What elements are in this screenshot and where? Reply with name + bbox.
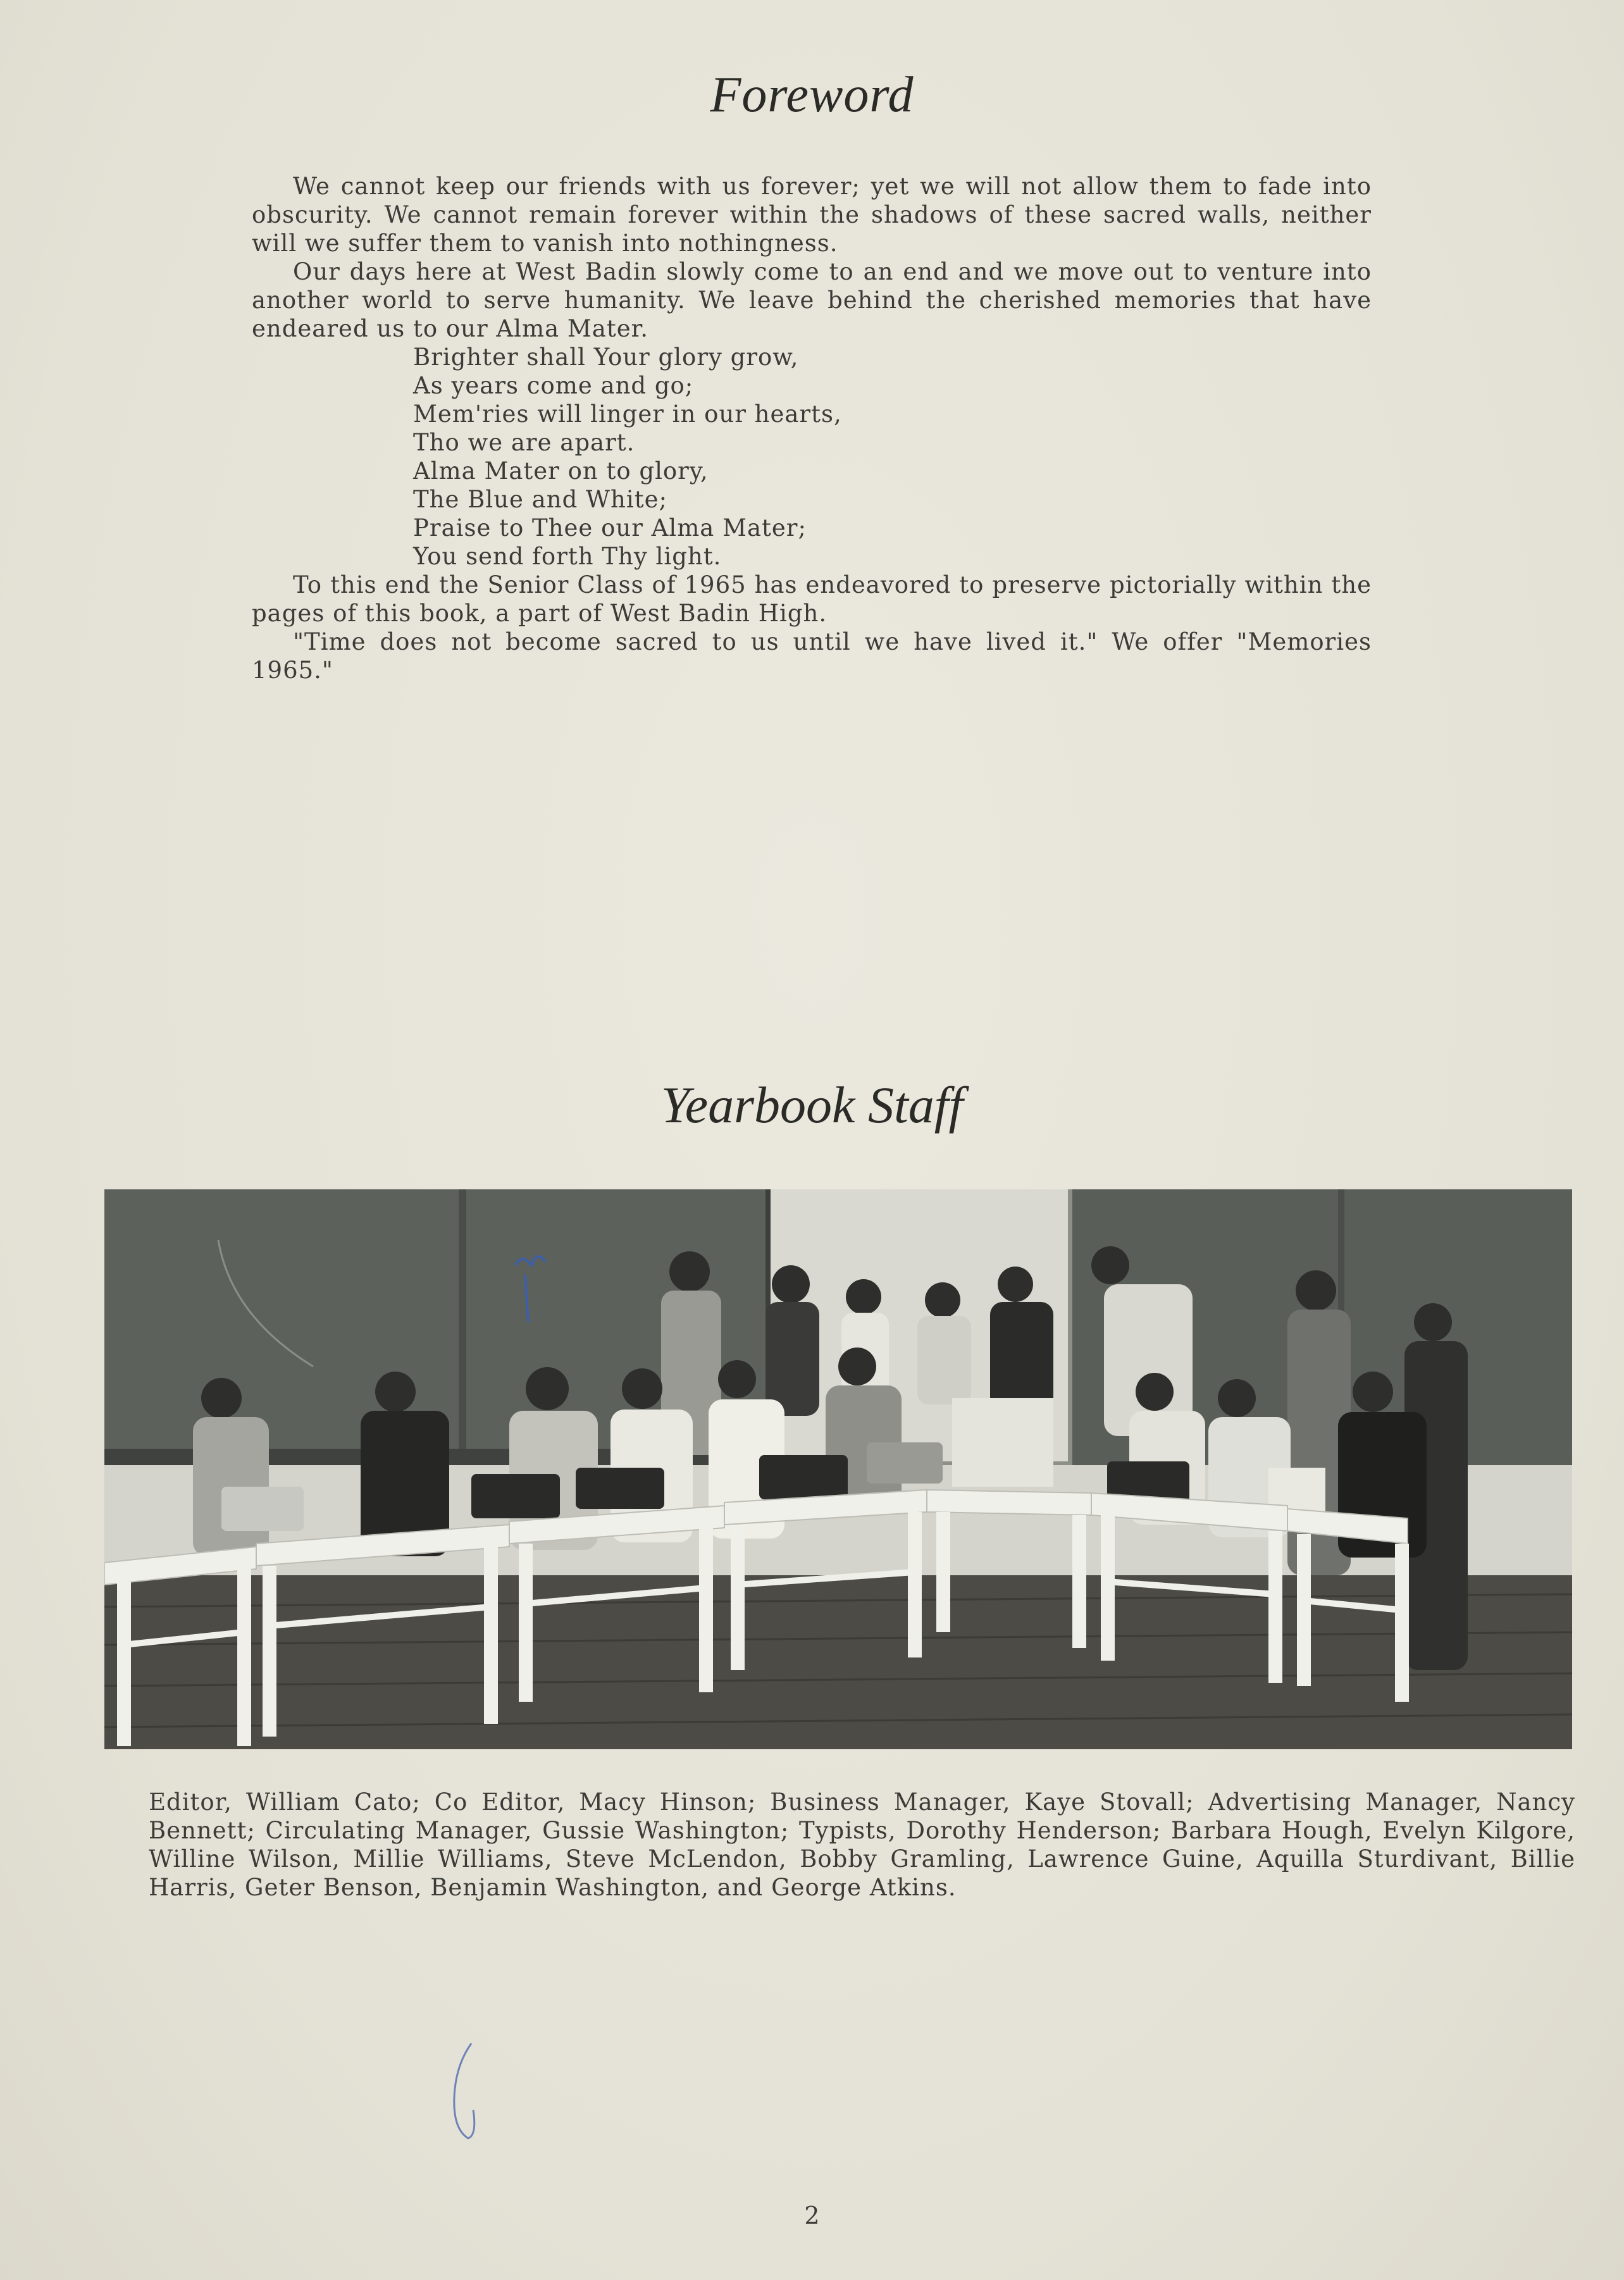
foreword-paragraph-1: We cannot keep our friends with us forever; yet we will not allow them to fade into obscurity. We cannot remain forever within the shadows of these sacred walls, neither will we suffer them to vanish into nothingness. [252, 173, 1372, 257]
foreword-paragraph-4: "Time does not become sacred to us until we have lived it." We offer "Memories 1965." [252, 628, 1372, 684]
verse-line: Praise to Thee our Alma Mater; [413, 514, 807, 542]
alma-mater-verse [252, 343, 1372, 571]
pen-mark-icon [449, 2040, 481, 2141]
foreword-title: Foreword [710, 67, 914, 123]
verse-line: Brighter shall Your glory grow, [413, 344, 799, 371]
verse-line: As years come and go; [413, 372, 694, 399]
foreword-paragraph-3: To this end the Senior Class of 1965 has endeavored to preserve pictorially within the pages of this book, a part of West Badin High. [252, 571, 1372, 627]
yearbook-staff-photo [104, 1189, 1572, 1749]
foreword-paragraph-2: Our days here at West Badin slowly come to an end and we move out to venture into another world to serve humanity. We leave behind the cherished memories that have endeared us to our Alma Mater. [252, 258, 1372, 342]
verse-line: You send forth Thy light. [413, 543, 722, 570]
verse-line: The Blue and White; [413, 486, 667, 513]
verse-line: Alma Mater on to glory, [413, 457, 709, 485]
staff-photo-illustration [104, 1189, 1572, 1749]
staff-caption: Editor, William Cato; Co Editor, Macy Hinson; Business Manager, Kaye Stovall; Advertising Manager, Nancy Bennett; Circulating Manager, Gussie Washington; Typists, Dorothy Henderson; Barbara Hough, Evelyn Kilgore, Willine Wilson, Millie Williams, Steve McLendon, Bobby Gramling, Lawrence Guine, Aquilla Sturdivant, Billie Harris, Geter Benson, Benjamin Washington, and George Atkins. [149, 1788, 1575, 1901]
foreword-text [252, 172, 1372, 685]
verse-line: Tho we are apart. [413, 429, 635, 456]
verse-line: Mem'ries will linger in our hearts, [413, 400, 842, 428]
yearbook-staff-title: Yearbook Staff [660, 1076, 964, 1134]
page-number: 2 [804, 2202, 820, 2229]
